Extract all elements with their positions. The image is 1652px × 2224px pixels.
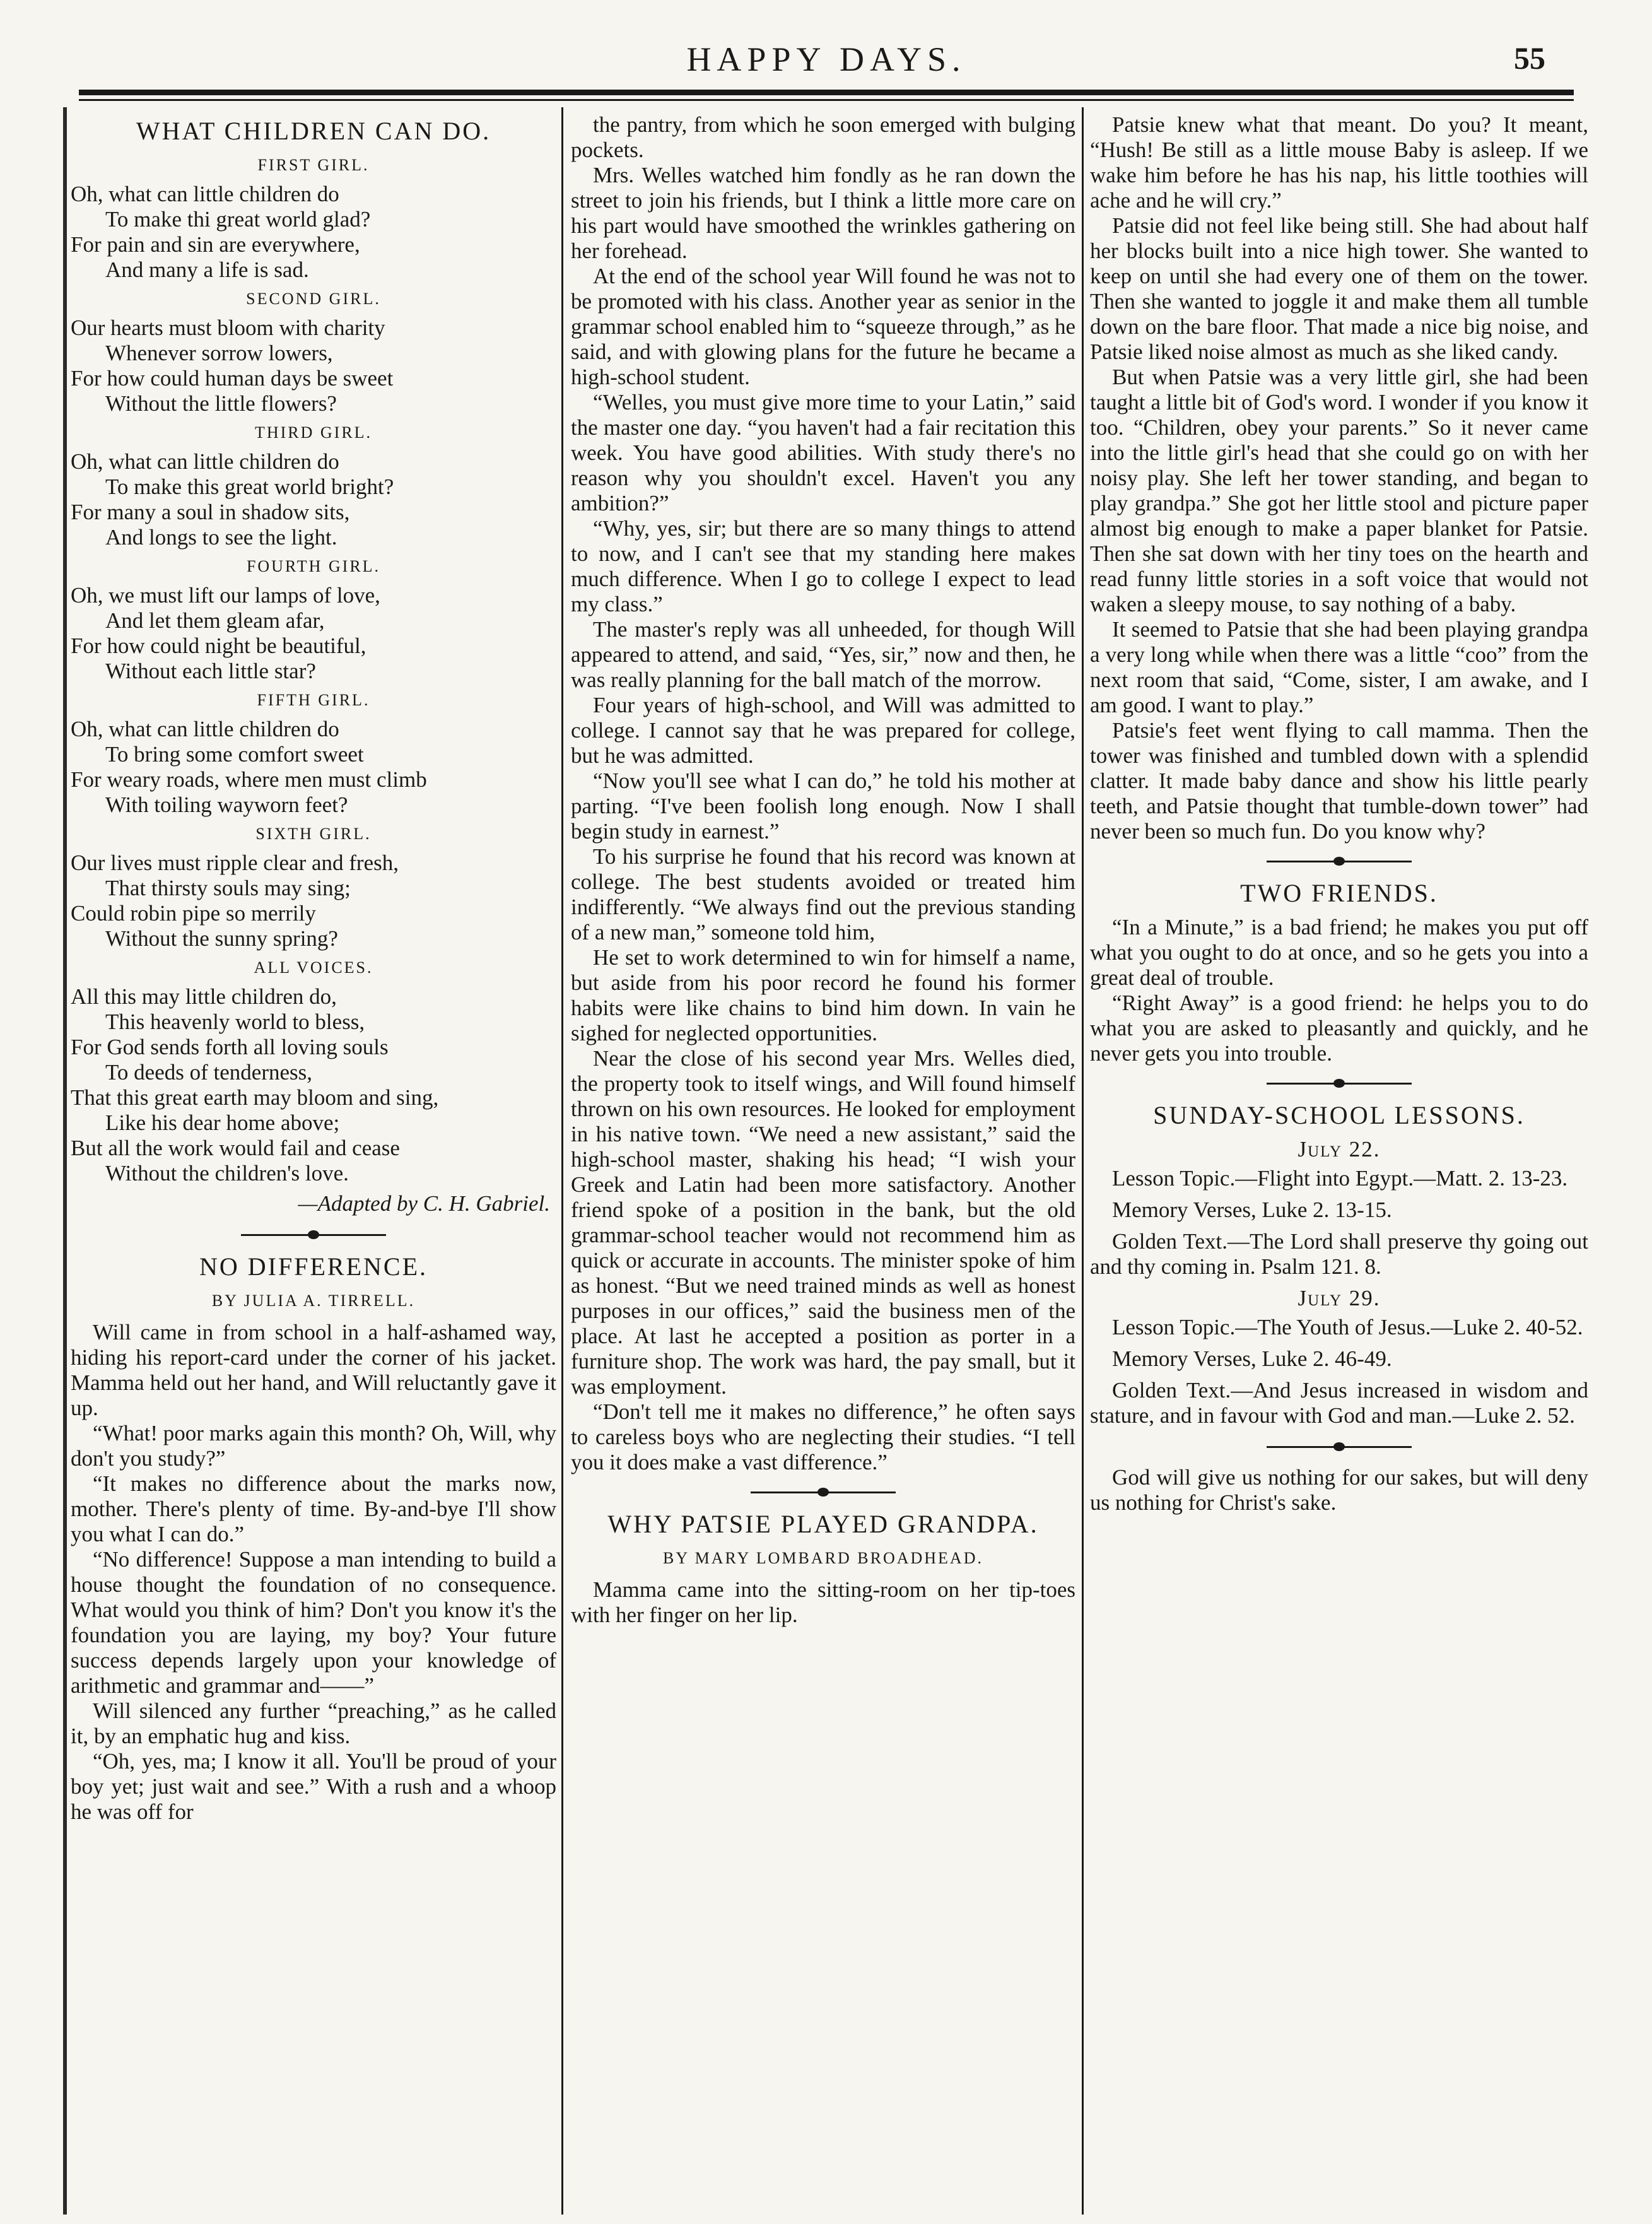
story-body [71, 1320, 556, 1825]
verse-line: Our lives must ripple clear and fresh, [71, 850, 399, 875]
verse-line: For how could human days be sweet [71, 366, 394, 391]
verse-line: That thirsty souls may sing; [105, 876, 351, 900]
verse-line: Oh, we must lift our lamps of love, [71, 583, 380, 608]
friends-title: TWO FRIENDS. [1240, 879, 1438, 907]
paragraph: “Welles, you must give more time to your Latin,” said the master one day. “you haven't had a fair recitation this week. You have good abilities. With study there's no reason why you shouldn't excel. Haven't you any ambition?” [571, 390, 1075, 515]
verse-line: Without the children's love. [105, 1161, 349, 1186]
paragraph: “No difference! Suppose a man intending to build a house thought the foundation of no consequence. What would you think of him? Don't you know it's the foundation you are laying, my boy? Your future success depends largely upon your knowledge of arithmetic and grammar and——” [71, 1547, 556, 1698]
verse-line: Our hearts must bloom with charity [71, 315, 385, 340]
paragraph: “Don't tell me it makes no difference,” he often says to careless boys who are neglecting their studies. “I tell you it does make a vast difference.” [571, 1399, 1075, 1474]
verse-line: Oh, what can little children do [71, 182, 339, 206]
column-1 [71, 112, 556, 2207]
lesson-topic: Lesson Topic.—The Youth of Jesus.—Luke 2. 40-52. [1112, 1315, 1583, 1339]
paragraph: Mrs. Welles watched him fondly as he ran down the street to join his friends, but I think a little more care on his part would have smoothed the wrinkles gathering on her forehead. [571, 163, 1075, 263]
verse-line: And let them gleam afar, [105, 608, 325, 633]
paragraph: “Right Away” is a good friend: he helps you to do what you are asked to pleasantly and quickly, and he never gets you into trouble. [1090, 991, 1588, 1066]
verse-line: Without each little star? [105, 659, 316, 683]
verse-line: Without the little flowers? [105, 391, 337, 416]
stanza-label: FOURTH GIRL. [246, 557, 381, 575]
verse-line: For God sends forth all loving souls [71, 1035, 389, 1059]
header-rule-thick [79, 90, 1574, 95]
paragraph: Patsie's feet went flying to call mamma. Then the tower was finished and tumbled down with a splendid clatter. It made baby dance and show his little pearly teeth, and Patsie thought that tumble-down tower” had never been so much fun. Do you know why? [1090, 718, 1588, 844]
poem-attribution: —Adapted by C. H. Gabriel. [298, 1191, 550, 1216]
paragraph: Patsie did not feel like being still. She had about half her blocks built into a nice high tower. She wanted to keep on until she had every one of them on the tower. Then she wanted to joggle it and make them all tumble down on the bare floor. That made a nice big noise, and Patsie liked noise almost as much as she liked candy. [1090, 213, 1588, 364]
column-divider-1 [561, 107, 563, 2215]
verse-line: And many a life is sad. [105, 257, 309, 282]
verse-line: With toiling wayworn feet? [105, 792, 348, 817]
section-separator [1090, 1071, 1588, 1097]
paragraph: At the end of the school year Will found he was not to be promoted with his class. Another year as senior in the grammar school enabled him to “squeeze through,” as he said, and with glowing plans for the future he became a high-school student. [571, 264, 1075, 389]
paragraph: Will came in from school in a half-ashamed way, hiding his report-card under the corner of his jacket. Mamma held out her hand, and Will reluctantly gave it up. [71, 1320, 556, 1420]
lessons-list [1090, 1137, 1588, 1428]
stanza [71, 583, 556, 684]
paragraph: “In a Minute,” is a bad friend; he makes you put off what you ought to do at once, and so he gets you into a great deal of trouble. [1090, 915, 1588, 990]
paragraph: Four years of high-school, and Will was admitted to college. I cannot say that he was prepared for college, but he was admitted. [571, 693, 1075, 768]
paragraph: Near the close of his second year Mrs. Welles died, the property took to itself wings, and Will found himself thrown on his own resources. He looked for employment in his native town. “We need a new assistant,” said the high-school master, shaking his head; “I wish your Greek and Latin had been more satisfactory. Another friend spoke of a position in the bank, but the old grammar-school teacher would not recommend him as quick or accurate in accounts. The minister spoke of him as honest. “But we need trained minds as well as honest purposes in our offices,” said the business men of the place. At last he accepted a position as porter in a furniture shop. The work was hard, the pay small, but it was employment. [571, 1046, 1075, 1399]
verse-line: Oh, what can little children do [71, 449, 339, 474]
story2-byline: BY MARY LOMBARD BROADHEAD. [662, 1549, 983, 1567]
verse-line: To make this great world bright? [105, 474, 394, 499]
verse-line: That this great earth may bloom and sing, [71, 1085, 439, 1110]
paragraph: “Why, yes, sir; but there are so many things to attend to now, and I can't see that my standing here makes much difference. When I go to college I expect to lead my class.” [571, 516, 1075, 616]
column-2 [571, 112, 1075, 2207]
page-header [95, 35, 1558, 85]
paragraph: He set to work determined to win for himself a name, but aside from his poor record he found his former habits were like chains to bind him down. In vain he sighed for neglected opportunities. [571, 945, 1075, 1045]
paragraph: “Now you'll see what I can do,” he told his mother at parting. “I've been foolish long enough. Now I shall begin study in earnest.” [571, 768, 1075, 844]
lesson-memory-verses: Memory Verses, Luke 2. 13-15. [1112, 1197, 1392, 1222]
page-number: 55 [1514, 40, 1545, 76]
verse-line: Like his dear home above; [105, 1110, 340, 1135]
verse-line: Oh, what can little children do [71, 717, 339, 741]
lesson-date: July 22. [1298, 1137, 1381, 1162]
verse-line: Could robin pipe so merrily [71, 901, 316, 926]
section-separator [1090, 849, 1588, 874]
verse-line: For many a soul in shadow sits, [71, 500, 350, 524]
stanza [71, 717, 556, 818]
verse-line: To deeds of tenderness, [105, 1060, 313, 1085]
poem-title: WHAT CHILDREN CAN DO. [136, 117, 491, 145]
paragraph: “Oh, yes, ma; I know it all. You'll be proud of your boy yet; just wait and see.” With a rush and a whoop he was off for [71, 1749, 556, 1824]
verse-line: Without the sunny spring? [105, 926, 338, 951]
lessons-title: SUNDAY-SCHOOL LESSONS. [1153, 1101, 1525, 1129]
story-byline: BY JULIA A. TIRRELL. [211, 1291, 416, 1310]
lesson-golden-text: Golden Text.—And Jesus increased in wisdom and stature, and in favour with God and man.—Luke 2. 52. [1090, 1378, 1588, 1428]
verse-line: This heavenly world to bless, [105, 1009, 365, 1034]
verse-line: For how could night be beautiful, [71, 633, 366, 658]
verse-line: But all the work would fail and cease [71, 1136, 400, 1160]
stanza-label: ALL VOICES. [254, 958, 373, 977]
verse-line: For weary roads, where men must climb [71, 767, 427, 792]
paragraph: the pantry, from which he soon emerged with bulging pockets. [571, 112, 1075, 162]
verse-line: Whenever sorrow lowers, [105, 341, 333, 365]
stanza [71, 315, 556, 416]
section-separator [71, 1223, 556, 1248]
stanza-label: SECOND GIRL. [246, 290, 381, 308]
poem-stanzas [71, 153, 556, 1186]
paragraph: To his surprise he found that his record was known at college. The best students avoided or treated him indifferently. “We always find out the previous standing of a new man,” someone told him, [571, 844, 1075, 944]
verse-line: To bring some comfort sweet [105, 742, 364, 767]
stanza [71, 449, 556, 550]
paragraph: It seemed to Patsie that she had been playing grandpa a very long while when there was a little “coo” from the next room that said, “Come, sister, I am awake, and I am good. I want to play.” [1090, 617, 1588, 717]
friends-body [1090, 915, 1588, 1066]
lesson-topic: Lesson Topic.—Flight into Egypt.—Matt. 2. 13-23. [1112, 1166, 1568, 1191]
left-margin-rule [63, 107, 67, 2215]
section-separator [1090, 1435, 1588, 1460]
story2-continuation [1090, 112, 1588, 844]
story2-opening: Mamma came into the sitting-room on her tip-toes with her finger on her lip. [571, 1577, 1075, 1627]
verse-line: All this may little children do, [71, 984, 337, 1009]
verse-line: To make thi great world glad? [105, 207, 371, 232]
publication-title: HAPPY DAYS. [686, 40, 966, 78]
story2-title: WHY PATSIE PLAYED GRANDPA. [607, 1510, 1039, 1538]
verse-line: And longs to see the light. [105, 525, 337, 550]
verse-line: For pain and sin are everywhere, [71, 232, 360, 257]
paragraph: Patsie knew what that meant. Do you? It meant, “Hush! Be still as a little mouse Baby is asleep. If we wake him before he has his nap, his little toothies will ache and he will cry.” [1090, 112, 1588, 213]
paragraph: But when Patsie was a very little girl, she had been taught a little bit of God's word. I wonder if you know it too. “Children, obey your parents.” So it never came into the little girl's head that she could go on with her noisy play. She left her tower standing, and began to play grandpa.” She got her little stool and picture paper almost big enough to make a paper blanket for Patsie. Then she sat down with her tiny toes on the hearth and read funny little stories in a soft voice that would not waken a sleepy mouse, to say nothing of a baby. [1090, 365, 1588, 616]
section-separator [571, 1480, 1075, 1505]
paragraph: “It makes no difference about the marks now, mother. There's plenty of time. By-and-bye I'll show you what I can do.” [71, 1471, 556, 1546]
lesson-memory-verses: Memory Verses, Luke 2. 46-49. [1112, 1346, 1392, 1371]
column-3 [1090, 112, 1588, 2207]
stanza [71, 850, 556, 951]
paragraph: “What! poor marks again this month? Oh, Will, why don't you study?” [71, 1421, 556, 1471]
stanza-label: SIXTH GIRL. [255, 825, 372, 843]
header-rule-thin [79, 99, 1574, 101]
stanza [71, 984, 556, 1186]
lesson-golden-text: Golden Text.—The Lord shall preserve thy going out and thy coming in. Psalm 121. 8. [1090, 1229, 1588, 1279]
column-divider-2 [1082, 107, 1084, 2215]
stanza-label: THIRD GIRL. [254, 423, 373, 442]
paragraph: Will silenced any further “preaching,” as he called it, by an emphatic hug and kiss. [71, 1698, 556, 1748]
closing-text: God will give us nothing for our sakes, but will deny us nothing for Christ's sake. [1090, 1465, 1588, 1515]
stanza-label: FIRST GIRL. [257, 156, 370, 174]
paragraph: The master's reply was all unheeded, for though Will appeared to attend, and said, “Yes, sir,” now and then, he was really planning for the ball match of the morrow. [571, 617, 1075, 692]
stanza [71, 182, 556, 283]
lesson-date: July 29. [1298, 1286, 1381, 1310]
story-title: NO DIFFERENCE. [199, 1252, 428, 1281]
story-continuation [571, 112, 1075, 1475]
stanza-label: FIFTH GIRL. [257, 691, 370, 709]
